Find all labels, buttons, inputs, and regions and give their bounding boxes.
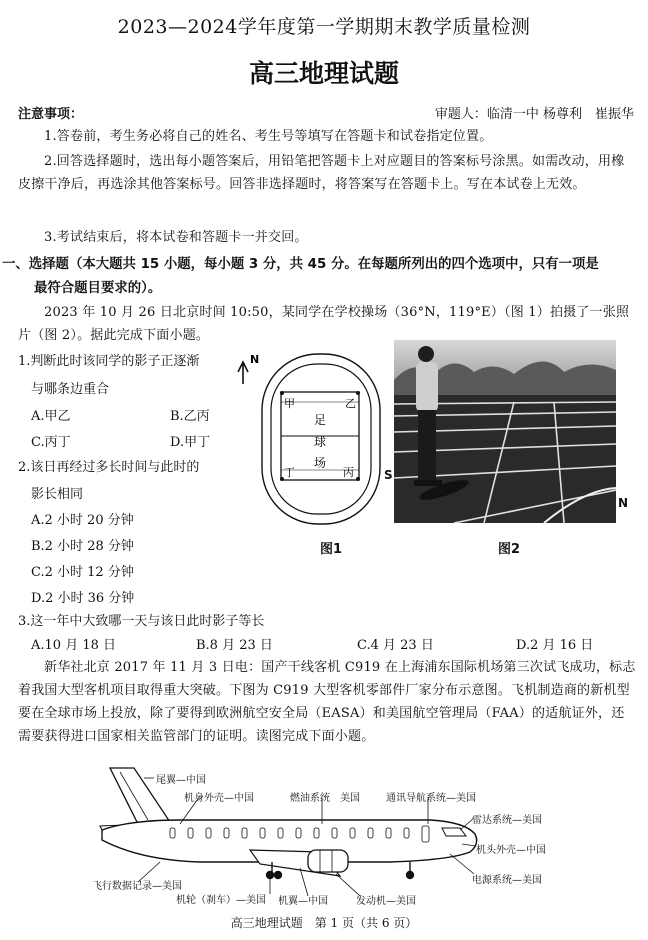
q1-stem-line1: 1.判断此时该同学的影子正逐渐	[18, 354, 200, 369]
q3-option-d: D.2 月 16 日	[516, 638, 594, 653]
photo-person-legs	[418, 410, 436, 482]
label-tail: 尾翼—中国	[156, 775, 206, 786]
north-arrow-icon	[238, 362, 248, 384]
q2-stem-line1: 2.该日再经过多长时间与此时的	[18, 460, 200, 475]
section-heading-line2: 最符合题目要求的）。	[34, 281, 162, 296]
field-text-2: 球	[314, 435, 327, 449]
notice-3: 3.考试结束后，将本试卷和答题卡一并交回。	[44, 230, 308, 245]
figure1-field-diagram	[234, 350, 384, 530]
label-wings: 机翼—中国	[278, 896, 328, 907]
figure1-north-label: N	[250, 353, 260, 366]
q2-stem-line2: 影长相同	[31, 487, 84, 502]
photo-person-body	[416, 362, 438, 412]
corner-dot-bing	[356, 477, 360, 481]
q2-option-d: D.2 小时 36 分钟	[31, 591, 135, 606]
figure2-caption: 图2	[498, 542, 521, 557]
q2-option-a: A.2 小时 20 分钟	[31, 513, 134, 528]
q3-stem: 3.这一年中大致哪一天与该日此时影子等长	[18, 614, 265, 629]
q3-option-a: A.10 月 18 日	[31, 638, 117, 653]
field-text-3: 场	[314, 456, 327, 470]
reviewers: 审题人：临清一中 杨尊利 崔振华	[434, 107, 634, 122]
page-footer: 高三地理试题 第 1 页（共 6 页）	[230, 916, 418, 930]
notice-heading: 注意事项：	[18, 107, 84, 122]
q1-option-c: C.丙丁	[31, 435, 71, 450]
label-fuselage-shell: 机身外壳—中国	[184, 793, 254, 804]
figure2-photo	[394, 340, 616, 523]
plane-engine	[308, 850, 348, 872]
label-wheels-brakes: 机轮（刹车）—美国	[176, 895, 266, 906]
label-engine: 发动机—美国	[356, 896, 416, 907]
subject-title: 高三地理试题	[248, 59, 399, 88]
section-heading-line1: 一、选择题（本大题共 15 小题，每小题 3 分，共 45 分。在每题所列出的四个选项中，只有一项是	[2, 257, 599, 272]
label-fuel-system: 燃油系统 美国	[290, 793, 360, 804]
q1-option-b: B.乙丙	[170, 409, 210, 424]
corner-label-yi: 乙	[345, 397, 356, 410]
notice-1: 1.答卷前，考生务必将自己的姓名、考生号等填写在答题卡和试卷指定位置。	[44, 129, 493, 144]
corner-dot-jia	[280, 391, 284, 395]
notice-2: 2.回答选择题时，选出每小题答案后，用铅笔把答题卡上对应题目的答案标号涂黑。如需改动，用橡皮擦干净后，再选涂其他答案标号。回答非选择题时，将答案写在答题卡上。写在本试卷上无效。	[18, 154, 625, 192]
photo-person-shoes	[414, 480, 442, 486]
q2-option-c: C.2 小时 12 分钟	[31, 565, 134, 580]
corner-label-ding: 丁	[284, 466, 295, 479]
q3-option-c: C.4 月 23 日	[357, 638, 434, 653]
label-flight-recorder: 飞行数据记录—美国	[92, 881, 182, 892]
figure2-north-label: N	[618, 496, 629, 510]
label-comm-nav: 通讯导航系统—美国	[386, 793, 476, 804]
label-radar: 雷达系统—美国	[472, 815, 542, 826]
corner-label-jia: 甲	[284, 397, 295, 410]
q1-option-a: A.甲乙	[31, 409, 71, 424]
intro-paragraph-2: 新华社北京 2017 年 11 月 3 日电：国产干线客机 C919 在上海浦东国际机场第三次试飞成功，标志着我国大型客机项目取得重大突破。下图为 C919 大型客机零部件厂家分布示意图。飞机制造商的新机型要在全球市场上投放，除了要得到欧洲航空安全局（EASA）和美国航空管理局（FAA）的适航证外，还需要获得进口国家相关监管部门的证明。读图完成下面小题。	[18, 660, 636, 744]
corner-dot-yi	[356, 391, 360, 395]
figure1-caption: 图1	[320, 542, 343, 557]
q1-stem-line2: 与哪条边重合	[31, 382, 110, 397]
q1-option-d: D.甲丁	[170, 435, 211, 450]
intro-paragraph-1: 2023 年 10 月 26 日北京时间 10:50，某同学在学校操场（36°N，119°E）（图 1）拍摄了一张照片（图 2）。据此完成下面小题。	[18, 305, 630, 343]
q3-option-b: B.8 月 23 日	[196, 638, 273, 653]
label-nose-shell: 机头外壳—中国	[476, 845, 546, 856]
exam-title: 2023—2024学年度第一学期期末教学质量检测	[117, 16, 531, 38]
q2-option-b: B.2 小时 28 分钟	[31, 539, 134, 554]
field-text-1: 足	[314, 413, 327, 427]
photo-person-head	[418, 346, 434, 362]
corner-label-bing: 丙	[343, 466, 354, 479]
figure2-south-label: S	[384, 468, 393, 482]
label-power-system: 电源系统—美国	[472, 875, 542, 886]
